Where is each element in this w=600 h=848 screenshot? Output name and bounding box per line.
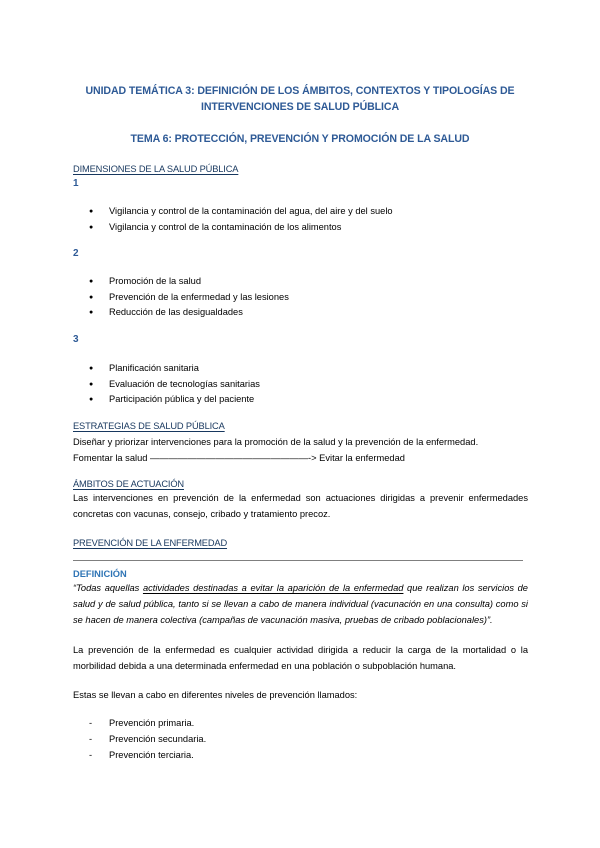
dash-icon: - (89, 718, 93, 728)
bullet-icon: ● (89, 381, 94, 388)
list-item: - Prevención primaria. (89, 718, 195, 728)
strategies-line-2: Fomentar la salud —————————————————-> Evitar la enfermedad (73, 453, 405, 463)
list-item: ● Prevención de la enfermedad y las lesiones (89, 292, 289, 302)
prevention-paragraph: La prevención de la enfermedad es cualquier actividad dirigida a reducir la carga de la mortalidad o la morbilidad debida a una determinada enfermedad en una población o subpoblación humana. (73, 645, 528, 671)
list-item: - Prevención terciaria. (89, 750, 194, 760)
definition-label: DEFINICIÓN (73, 569, 127, 579)
list-item: ● Reducción de las desigualdades (89, 307, 243, 317)
bullet-icon: ● (89, 396, 94, 403)
dash-icon: - (89, 750, 93, 760)
scopes-heading: ÁMBITOS DE ACTUACIÓN (73, 479, 184, 489)
strategies-line-1: Diseñar y priorizar intervenciones para la promoción de la salud y la prevención de la enfermedad. (73, 437, 479, 447)
levels-intro: Estas se llevan a cabo en diferentes niveles de prevención llamados: (73, 690, 358, 700)
unit-title (60, 83, 540, 115)
dimension-number-1: 1 (73, 178, 79, 189)
quote-underlined-phrase: actividades destinadas a evitar la aparición de la enfermedad (142, 583, 404, 593)
horizontal-rule (73, 560, 523, 561)
list-item: ● Vigilancia y control de la contaminación de los alimentos (89, 222, 342, 232)
dimension-number-2: 2 (73, 248, 79, 259)
list-item: ● Planificación sanitaria (89, 363, 199, 373)
scopes-paragraph: Las intervenciones en prevención de la enfermedad son actuaciones dirigidas a prevenir enfermedades concretas con vacunas, consejo, cribado y tratamiento precoz. (73, 493, 528, 519)
bullet-icon: ● (89, 365, 94, 372)
list-item: - Prevención secundaria. (89, 734, 207, 744)
definition-quote: “Todas aquellas actividades destinadas a evitar la aparición de la enfermedad que realizan los servicios de salud y de salud pública, tanto si se llevan a cabo de manera individual (vacunación en una consulta) como si se hacen de manera colectiva (campañas de vacunación masiva, pruebas de cribado poblacionales)”. (73, 583, 528, 626)
bullet-icon: ● (89, 294, 94, 301)
bullet-icon: ● (89, 309, 94, 316)
unit-title-line-1: UNIDAD TEMÁTICA 3: DEFINICIÓN DE LOS ÁMBITOS, CONTEXTOS Y TIPOLOGÍAS DE (85, 85, 515, 97)
list-item: ● Participación pública y del paciente (89, 394, 255, 404)
dimensions-heading: DIMENSIONES DE LA SALUD PÚBLICA (73, 164, 239, 174)
bullet-icon: ● (89, 278, 94, 285)
bullet-icon: ● (89, 208, 94, 215)
dimension-number-3: 3 (73, 334, 79, 345)
list-item: ● Promoción de la salud (89, 276, 201, 286)
strategies-heading: ESTRATEGIAS DE SALUD PÚBLICA (73, 421, 225, 431)
unit-title-line-2: INTERVENCIONES DE SALUD PÚBLICA (200, 101, 399, 113)
dash-icon: - (89, 734, 93, 744)
list-item: ● Evaluación de tecnologías sanitarias (89, 379, 260, 389)
bullet-icon: ● (89, 224, 94, 231)
list-item: ● Vigilancia y control de la contaminación del agua, del aire y del suelo (89, 206, 393, 216)
prevention-heading: PREVENCIÓN DE LA ENFERMEDAD (73, 538, 228, 548)
topic-title: TEMA 6: PROTECCIÓN, PREVENCIÓN Y PROMOCIÓN DE LA SALUD (130, 133, 470, 145)
